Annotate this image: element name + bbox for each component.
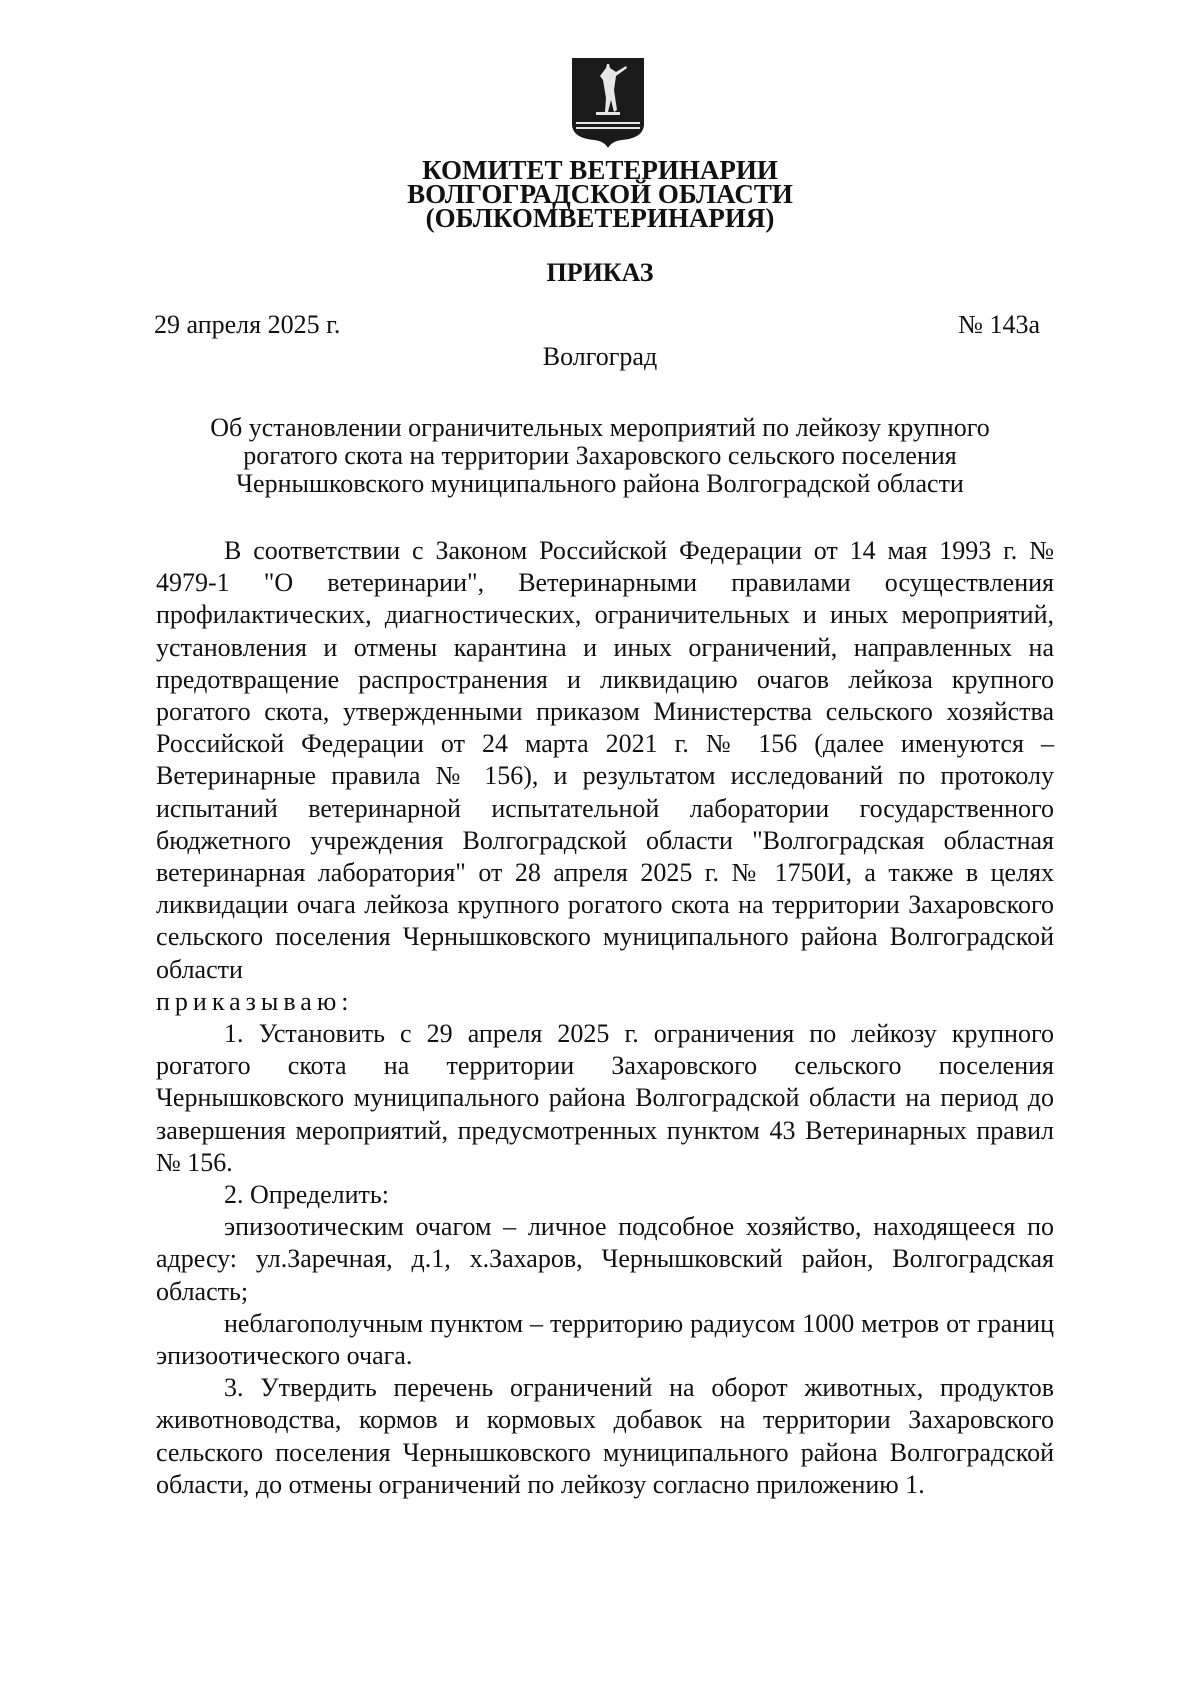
item-2-area-paragraph: неблагополучным пунктом – территорию радиусом 1000 метров от границ эпизоотического очага. xyxy=(156,1308,1054,1371)
committee-name-line1: КОМИТЕТ ВЕТЕРИНАРИИ xyxy=(422,155,778,185)
item-1-paragraph: 1. Установить с 29 апреля 2025 г. ограничения по лейкозу крупного рогатого скота на территории Захаровского сельского поселения Чернышковского муниципального района Волгоградской области на период до завершения мероприятий, предусмотренных пунктом 43 Ветеринарных правил № 156. xyxy=(156,1019,1054,1177)
item-2-paragraph: 2. Определить: xyxy=(224,1180,389,1210)
item-2-focus-paragraph: эпизоотическим очагом – личное подсобное хозяйство, находящееся по адресу: ул.Заречная, д.1, х.Захаров, Чернышковский район, Волгоградская область; xyxy=(156,1212,1054,1306)
item-3-paragraph: 3. Утвердить перечень ограничений на оборот животных, продуктов животноводства, кормов и кормовых добавок на территории Захаровского сельского поселения Чернышковского муниципального района Волгоградской области, до отмены ограничений по лейкозу согласно приложению 1. xyxy=(156,1373,1054,1499)
committee-name-line2: ВОЛГОГРАДСКОЙ ОБЛАСТИ xyxy=(407,179,793,209)
committee-name-line3: (ОБЛКОМВЕТЕРИНАРИЯ) xyxy=(425,203,775,233)
document-number: № 143а xyxy=(958,310,1040,339)
document-city: Волгоград xyxy=(542,342,658,371)
preamble-paragraph: В соответствии с Законом Российской Федерации от 14 мая 1993 г. № 4979-1 "О ветеринарии", Ветеринарными правилами осуществления профилактических, диагностических, ограничительных и иных мероприятий, установления и отмены карантина и иных ограничений, направленных на предотвращение распространения и ликвидацию очагов лейкоза крупного рогатого скота, утвержденными приказом Министерства сельского хозяйства Российской Федерации от 24 марта 2021 г. № 156 (далее именуются – Ветеринарные правила № 156), и результатом исследований по протоколу испытаний ветеринарной испытательной лаборатории государственного бюджетного учреждения Волгоградской области "Волгоградская областная ветеринарная лаборатория" от 28 апреля 2025 г. № 1750И, а также в целях ликвидации очага лейкоза крупного рогатого скота на территории Захаровского сельского поселения Чернышковского муниципального района Волгоградской области xyxy=(156,536,1054,984)
decree-word: приказываю: xyxy=(156,986,354,1016)
document-date: 29 апреля 2025 г. xyxy=(154,310,341,339)
document-body xyxy=(156,535,1054,1501)
document-type: ПРИКАЗ xyxy=(546,258,654,287)
document-title: Об установлении ограничительных мероприятий по лейкозу крупного рогатого скота на территории Захаровского сельского поселения Чернышковского муниципального района Волгоградской области xyxy=(210,413,990,498)
coat-of-arms-icon xyxy=(570,56,646,150)
